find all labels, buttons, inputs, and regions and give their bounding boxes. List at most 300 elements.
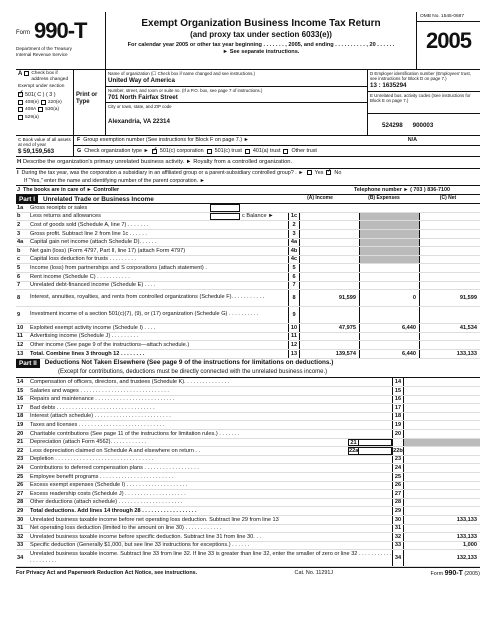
line-number: 31 (17, 525, 24, 532)
income-amount[interactable]: 91,599 (300, 290, 360, 306)
line-number: 26 (17, 482, 24, 489)
line-number: 9 (17, 311, 21, 318)
catalog-number: Cat. No. 11291J (294, 570, 334, 577)
deduction-amount[interactable] (404, 387, 480, 395)
expenses-amount[interactable] (360, 282, 420, 290)
line-number: 34 (17, 555, 24, 562)
line-number: 29 (17, 507, 24, 514)
book-value-amount: $ 59,159,563 (18, 147, 55, 155)
form-word: Form (16, 30, 30, 36)
income-amount[interactable]: 47,975 (300, 324, 360, 332)
line-description: Gross receipts or sales (30, 204, 88, 211)
sec-529a-label: 529(a) (25, 114, 39, 120)
form-id-box (16, 12, 106, 69)
org-type-other-trust-label: Other trust (291, 147, 317, 154)
line-box-number: 26 (392, 482, 404, 490)
sec-501c-label: 501( C ) ( 3 ) (25, 91, 56, 98)
line-box-number: 4c (288, 256, 300, 264)
net-amount[interactable] (420, 239, 480, 247)
line-description: Employee benefit programs . . . . . . . . . . . . . . . . . . . . . . . . (30, 473, 174, 480)
deduction-amount[interactable] (404, 378, 480, 386)
part-2-row (16, 413, 480, 422)
org-name-cell[interactable] (106, 70, 367, 87)
ein-codes-box (368, 70, 480, 135)
deduction-amount[interactable] (404, 464, 480, 472)
sec-408a-label: 408A (25, 107, 37, 113)
line-number: 10 (17, 324, 24, 331)
line-number: 20 (17, 430, 24, 437)
line-number: 30 (17, 516, 24, 523)
deduction-amount[interactable] (404, 396, 480, 404)
part-1-row (16, 324, 480, 333)
net-amount[interactable]: 41,534 (459, 324, 477, 331)
line-number: 16 (17, 396, 24, 403)
ein-cell[interactable] (368, 70, 480, 92)
line-number: 14 (17, 379, 24, 386)
street-cell[interactable] (106, 87, 367, 104)
sec-530a-checkbox[interactable] (38, 107, 43, 112)
activity-code-1: 524298 (382, 121, 403, 129)
part-2-rows (16, 378, 480, 567)
line-description: Other income (See page 9 of the instructions—attach schedule.) (30, 341, 190, 348)
deduction-amount[interactable] (404, 525, 480, 533)
expenses-amount[interactable] (360, 264, 420, 272)
group-type-lines (74, 136, 480, 156)
net-amount[interactable] (420, 282, 480, 290)
line-box-number: 22b (393, 447, 403, 454)
line-box-number: 6 (288, 273, 300, 281)
deduction-amount[interactable] (404, 421, 480, 429)
address-changed-label: Check box if address changed (31, 71, 69, 82)
form-title: Exempt Organization Business Income Tax Return (141, 18, 381, 29)
line-description: Bad debts . . . . . . . . . . . . . . . . . . . . . . . . . . . . . . . . (30, 404, 155, 411)
net-amount[interactable] (420, 341, 480, 349)
parent-corp-label: If "Yes," enter the name and identifying number of the parent corporation. ► (24, 177, 205, 184)
line-number: 18 (17, 413, 24, 420)
part-2-row (16, 439, 480, 448)
book-value-group-block (16, 136, 480, 157)
sec-501c-checkbox[interactable] (18, 92, 23, 97)
street-caption: Number, street, and room or suite no. (If a P.O. box, see page 7 of instructions.) (108, 87, 263, 93)
line-box-number: 17 (392, 404, 404, 412)
line-description: Other deductions (attach schedule) . . . . . . . . . . . . . . . . . . . . . (30, 499, 183, 506)
line-number: 6 (17, 273, 21, 280)
part-2-header (16, 359, 480, 368)
group-exemption-value: N/A (407, 137, 417, 144)
line-number: 23 (17, 456, 24, 463)
line-box-number: 16 (392, 396, 404, 404)
part-1-row (16, 273, 480, 282)
privacy-notice: For Privacy Act and Paperwork Reduction Act Notice, see instructions. (16, 570, 198, 577)
part-2-row (16, 378, 480, 387)
line-box-number: 32 (392, 533, 404, 541)
line-box-number: 1c (288, 213, 300, 221)
net-amount[interactable] (420, 247, 480, 255)
inner-line-number: 22a (349, 448, 359, 455)
line-description: Exploited exempt activity income (Schedule I) . . . . (30, 324, 156, 331)
part-2-row (16, 430, 480, 439)
sec-220e-checkbox[interactable] (41, 100, 46, 105)
line-box-number: 20 (392, 430, 404, 438)
net-amount[interactable] (420, 333, 480, 341)
gross-receipts-box[interactable] (210, 204, 240, 212)
part-1-row (16, 282, 480, 291)
line-j: J The books are in care of ► Controller Telephone number ► ( 703 ) 836-7100 (16, 186, 480, 195)
line-description: Excess exempt expenses (Schedule I) . . . . . . . . . . . . . . . . . . . . (30, 482, 188, 489)
line-description: Rent income (Schedule C) . . . . . . . . . . . (30, 273, 130, 280)
col-expenses-header: (B) Expenses (368, 195, 400, 202)
omb-year-box (416, 12, 480, 69)
line-description: Unrelated business taxable income. Subtract line 33 from line 32. If line 33 is greater than line 32, enter the smaller of zero or line 32 . . . . . . . . . . . . . . . . . . . . (30, 550, 392, 565)
deduction-amount[interactable] (404, 404, 480, 412)
line-h: H Describe the organization's primary unrelated business activity. ► Royalty from a controlled organization. (16, 157, 480, 169)
entity-block (16, 70, 480, 136)
org-type-501c-trust-checkbox[interactable] (207, 149, 212, 154)
expenses-amount[interactable] (360, 307, 420, 323)
part-1-row (16, 221, 480, 230)
line-description: Specific deduction (Generally $1,000, but see line 33 instructions for exceptions.) . . . . . . (30, 542, 250, 549)
part-1-row (16, 239, 480, 248)
expenses-amount[interactable]: 6,440 (360, 350, 420, 358)
org-name-caption: Name of organization (☐ Check box if name changed and see instructions.) (108, 71, 255, 76)
line-number: c (17, 256, 21, 263)
part-2-row (16, 516, 480, 525)
line-description: Gross profit. Subtract line 2 from line 1c . . . . . . (30, 230, 147, 237)
line-description: Interest (attach schedule) . . . . . . . . . . . . . . . . . . . . . . . . . (30, 413, 171, 420)
activity-codes-values[interactable] (368, 114, 480, 136)
print-or-type-label: Print or Type (74, 70, 106, 135)
line-description: Interest, annuities, royalties, and rents from controlled organizations (Schedule F). . . . . . . . . . . (30, 294, 265, 301)
city-value: Alexandria, VA 22314 (108, 118, 170, 126)
deduction-amount[interactable]: 132,133 (456, 555, 477, 562)
omb-number: OMB No. 1545-0687 (417, 12, 480, 22)
deduction-amount[interactable] (404, 499, 480, 507)
part-1-row (16, 264, 480, 273)
line-box-number: 25 (392, 473, 404, 481)
line-number: 11 (17, 333, 23, 340)
part-2-row (16, 387, 480, 396)
expenses-amount[interactable] (360, 230, 420, 238)
col-net-header: (C) Net (439, 195, 457, 202)
line-box-number: 10 (288, 324, 300, 332)
part-1-header (16, 195, 480, 204)
income-amount[interactable] (300, 341, 360, 349)
line-description: Compensation of officers, directors, and trustees (Schedule K). . . . . . . . . . . . . . . (30, 379, 230, 386)
org-type-401a-trust-label: 401(a) trust (252, 147, 281, 154)
part-1-row (16, 230, 480, 239)
subsidiary-no-label: No (334, 169, 342, 176)
line-description: Less returns and allowances (30, 213, 101, 220)
line-description: Excess readership costs (Schedule J) . . . . . . . . . . . . . . . . . . . . (30, 490, 186, 497)
deduction-amount[interactable] (404, 447, 480, 455)
line-box-number: 8 (288, 290, 300, 306)
form-number: 990-T (34, 18, 87, 43)
exempt-section-box: A Check box if address changed Exempt under section ✓ 501( C ) ( 3 ) 408(e) 220(e) 408A 530(a) 529(a) (16, 70, 74, 135)
sec-408e-label: 408(e) (25, 99, 39, 105)
org-type-501c-trust-label: 501(c) trust (214, 147, 242, 154)
part-2-row (16, 482, 480, 491)
part-2-row (16, 499, 480, 508)
city-caption: City or town, state, and ZIP code (108, 104, 172, 109)
line-description: Unrelated business taxable income before net operating loss deduction. Subtract line 29 from line 13 (30, 516, 279, 523)
primary-activity: Describe the organization's primary unrelated business activity. ► Royalty from a controlled organization. (22, 159, 293, 165)
street-value: 701 North Fairfax Street (108, 93, 178, 101)
net-amount[interactable] (420, 256, 480, 264)
footer-form-number: 990-T (444, 570, 463, 578)
deduction-amount[interactable] (404, 456, 480, 464)
activity-codes-caption: E Unrelated bus. activity codes (See instructions for Block E on page 7.) (370, 93, 471, 104)
deduction-amount[interactable] (404, 490, 480, 498)
line-g: G Check organization type ► ✓ 501(c) corporation 501(c) trust 401(a) trust Other trust (74, 146, 480, 156)
line-number: 27 (17, 490, 24, 497)
line-box-number: 19 (392, 421, 404, 429)
line-box-number: 27 (392, 490, 404, 498)
footer-form-id (431, 570, 480, 578)
part-1-row (16, 333, 480, 342)
expenses-amount[interactable]: 6,440 (360, 324, 420, 332)
org-type-501c-corp-checkbox[interactable] (152, 149, 157, 154)
line-box-number: 12 (288, 341, 300, 349)
deduction-amount[interactable] (404, 430, 480, 438)
line-description: Net gain (loss) (Form 4797, Part II, line 17) (attach Form 4797) (30, 247, 186, 254)
calendar-year-line: For calendar year 2005 or other tax year beginning . . . . . . . , 2005, and ending . . . . . . . . . . , 20 . . . . . . (127, 41, 395, 48)
part-2-row (16, 533, 480, 542)
part-1-row (16, 213, 480, 222)
book-value-label: C Book value of all assets at end of year (18, 137, 71, 148)
part-2-row (16, 473, 480, 482)
line-box-number: 33 (392, 542, 404, 550)
expenses-amount[interactable] (360, 256, 420, 264)
line-description: Less depreciation claimed on Schedule A and elsewhere on return . . (30, 447, 201, 454)
expenses-amount[interactable] (360, 239, 420, 247)
income-amount[interactable] (300, 307, 360, 323)
net-amount[interactable]: 133,133 (456, 350, 477, 357)
line-i-sub (16, 177, 480, 186)
org-type-401a-trust-checkbox[interactable] (245, 149, 250, 154)
book-value-cell[interactable] (16, 136, 74, 156)
part-1-rows (16, 204, 480, 358)
sec-530a-label: 530(a) (45, 107, 60, 113)
address-changed-checkbox[interactable] (24, 71, 29, 76)
inner-amount[interactable] (358, 447, 392, 455)
line-box-number: 29 (392, 507, 404, 515)
line-box-number: 9 (288, 307, 300, 323)
income-amount[interactable] (300, 333, 360, 341)
line-number: 28 (17, 499, 24, 506)
activity-code-2: 900003 (412, 121, 434, 129)
deduction-amount[interactable]: 133,133 (456, 516, 477, 523)
income-amount[interactable] (300, 239, 360, 247)
line-number: 15 (17, 387, 24, 394)
inner-amount[interactable] (358, 439, 392, 447)
deduction-amount[interactable] (404, 507, 480, 515)
part-2-row (16, 507, 480, 516)
line-box-number (392, 439, 404, 447)
income-amount[interactable] (300, 282, 360, 290)
income-amount[interactable] (300, 264, 360, 272)
subsidiary-yes-checkbox[interactable] (307, 170, 312, 175)
form-footer (16, 567, 480, 578)
deduction-amount[interactable]: 133,133 (456, 533, 477, 540)
footer-form-word: Form (430, 571, 444, 578)
deduction-amount[interactable] (404, 473, 480, 481)
line-number: 3 (17, 230, 21, 237)
expenses-amount[interactable] (360, 341, 420, 349)
line-description: Contributions to deferred compensation plans . . . . . . . . . . . . . . . . . . (30, 464, 199, 471)
subsidiary-yes-label: Yes (314, 169, 324, 176)
line-number: 33 (17, 542, 24, 549)
line-number: 19 (17, 422, 24, 429)
line-box-number: 2 (288, 221, 300, 229)
net-amount[interactable] (420, 307, 480, 323)
see-instructions: ► See separate instructions. (222, 49, 300, 56)
line-description: Investment income of a section 501(c)(7), (9), or (17) organization (Schedule G) . . . . . . . . . . (30, 311, 259, 318)
line-f: F Group exemption number (See instructions for Block F on page 7.) ► N/A (74, 136, 480, 146)
line-box-number: 11 (288, 333, 300, 341)
line-box-number: 7 (288, 282, 300, 290)
line-description: Depreciation (attach Form 4562). . . . . . . . . . . . (30, 439, 147, 446)
deduction-amount[interactable] (404, 482, 480, 490)
part-1-row (16, 341, 480, 350)
expenses-amount[interactable] (360, 273, 420, 281)
line-box-number: 15 (392, 387, 404, 395)
sec-220e-label: 220(e) (47, 99, 62, 105)
line-box-number: 30 (392, 516, 404, 524)
line-number: 24 (17, 464, 24, 471)
line-number: 32 (17, 533, 24, 540)
org-type-other-trust-checkbox[interactable] (283, 149, 288, 154)
expenses-amount[interactable]: 0 (360, 290, 420, 306)
income-amount[interactable] (300, 256, 360, 264)
form-subtitle: (and proxy tax under section 6033(e)) (190, 29, 332, 39)
income-amount[interactable] (300, 230, 360, 238)
activity-codes-cell[interactable] (368, 92, 480, 114)
income-amount[interactable] (300, 221, 360, 229)
line-box-number: 23 (392, 456, 404, 464)
deduction-amount[interactable] (404, 439, 480, 447)
balance-label: c Balance ► (242, 213, 274, 220)
line-description: Charitable contributions (See page 11 of the instructions for limitation rules.) . . . . . . . (30, 430, 240, 437)
city-cell[interactable] (106, 103, 367, 136)
line-i: I During the tax year, was the corporation a subsidiary in an affiliated group or a parent-subsidiary controlled group? . ► Yes ✓ No (16, 169, 480, 177)
subsidiary-question: During the tax year, was the corporation a subsidiary in an affiliated group or a parent-subsidiary controlled group? . ► (21, 169, 304, 176)
part-1-tag: Part I (16, 195, 38, 204)
income-amount[interactable] (300, 273, 360, 281)
line-description: Capital gain net income (attach Schedule D). . . . . . (30, 239, 157, 246)
part-2-row (16, 464, 480, 473)
part-2-description: (Except for contributions, deductions must be directly connected with the unrelated business income.) (16, 368, 480, 379)
net-amount[interactable]: 91,599 (459, 294, 477, 301)
line-description: Income (loss) from partnerships and S corporations (attach statement) . (30, 265, 207, 271)
line-number: b (17, 213, 21, 220)
dept-line-1: Department of the Treasury (16, 46, 72, 51)
part-2-row (16, 447, 480, 456)
line-number: 2 (17, 222, 21, 229)
line-description: Unrelated business taxable income before specific deduction. Subtract line 31 from line 30. . . (30, 533, 262, 540)
sec-408a-checkbox[interactable] (18, 107, 23, 112)
line-number: 17 (17, 404, 24, 411)
expenses-amount[interactable] (360, 247, 420, 255)
line-description: Net operating loss deduction (limited to the amount on line 30) . . . . . . . . . . . . (30, 525, 222, 532)
line-number: 1a (17, 204, 24, 211)
line-number: 21 (17, 439, 24, 446)
org-name-address (106, 70, 368, 135)
books-care-of: The books are in care of ► Controller (23, 187, 120, 194)
telephone-number: Telephone number ► ( 703 ) 836-7100 (353, 187, 450, 194)
tax-year: 2005 (426, 28, 471, 53)
line-description: Taxes and licenses . . . . . . . . . . . . . . . . . . . . . . . . . . . . (30, 422, 165, 429)
org-type-label: Check organization type ► (84, 147, 149, 154)
part-1-title: Unrelated Trade or Business Income (42, 195, 154, 203)
line-description: Unrelated debt-financed income (Schedule E) . . . . (30, 282, 156, 289)
deduction-amount[interactable]: 1,000 (463, 542, 477, 549)
line-description: Repairs and maintenance . . . . . . . . . . . . . . . . . . . . . . . . . . (30, 396, 175, 403)
part-1-row (16, 256, 480, 265)
expenses-amount[interactable] (360, 221, 420, 229)
line-box-number: 31 (392, 525, 404, 533)
line-number: 7 (17, 282, 21, 289)
part-1-row (16, 290, 480, 307)
line-description: Total. Combine lines 3 through 12 . . . . . . . . (30, 350, 145, 357)
part-2-row (16, 421, 480, 430)
returns-box[interactable] (210, 213, 240, 221)
line-box-number: 4a (288, 239, 300, 247)
expenses-amount[interactable] (360, 213, 420, 221)
line-box-number: 5 (288, 264, 300, 272)
part-1-row (16, 350, 480, 359)
line-box-number: 34 (392, 550, 404, 566)
net-amount[interactable] (420, 273, 480, 281)
sec-408e-checkbox[interactable] (18, 100, 23, 105)
line-description: Advertising income (Schedule J) . . . . . . . . . (30, 333, 139, 340)
net-amount[interactable] (420, 221, 480, 229)
line-description: Cost of goods sold (Schedule A, line 7) . . . . . . . (30, 222, 149, 229)
line-box-number: 24 (392, 464, 404, 472)
net-amount[interactable] (420, 230, 480, 238)
part-2-row (16, 396, 480, 405)
line-number: 13 (17, 350, 24, 357)
part-2-row (16, 404, 480, 413)
net-amount[interactable] (420, 264, 480, 272)
income-amount[interactable] (300, 247, 360, 255)
part-2-row (16, 490, 480, 499)
part-1-row (16, 204, 480, 213)
sec-529a-checkbox[interactable] (18, 115, 23, 120)
org-name-value: United Way of America (108, 77, 175, 85)
deduction-amount[interactable] (404, 413, 480, 421)
net-amount[interactable] (420, 213, 480, 221)
expenses-amount[interactable] (360, 333, 420, 341)
part-2-row (16, 542, 480, 551)
department (16, 46, 72, 57)
line-box-number: 14 (392, 378, 404, 386)
part-2-title: Deductions Not Taken Elsewhere (See page 9 of the instructions for limitations on deductions.) (44, 359, 334, 367)
part-2-row (16, 456, 480, 465)
subsidiary-no-checkbox[interactable] (326, 170, 331, 175)
dept-line-2: Internal Revenue Service (16, 51, 68, 57)
line-box-number: 3 (288, 230, 300, 238)
exempt-under-label: Exempt under section (18, 84, 65, 90)
line-description: Depletion . . . . . . . . . . . . . . . . . . . . . . . . . . . . . . . . (30, 456, 154, 463)
part-1-row (16, 247, 480, 256)
income-amount[interactable]: 139,574 (300, 350, 360, 358)
line-number: 8 (17, 294, 21, 301)
income-amount[interactable] (300, 213, 360, 221)
part-1-row (16, 307, 480, 324)
line-description: Salaries and wages . . . . . . . . . . . . . . . . . . . . . . . . . . . . . (30, 387, 169, 394)
line-box-number: 4b (288, 247, 300, 255)
line-box-number: 18 (392, 413, 404, 421)
